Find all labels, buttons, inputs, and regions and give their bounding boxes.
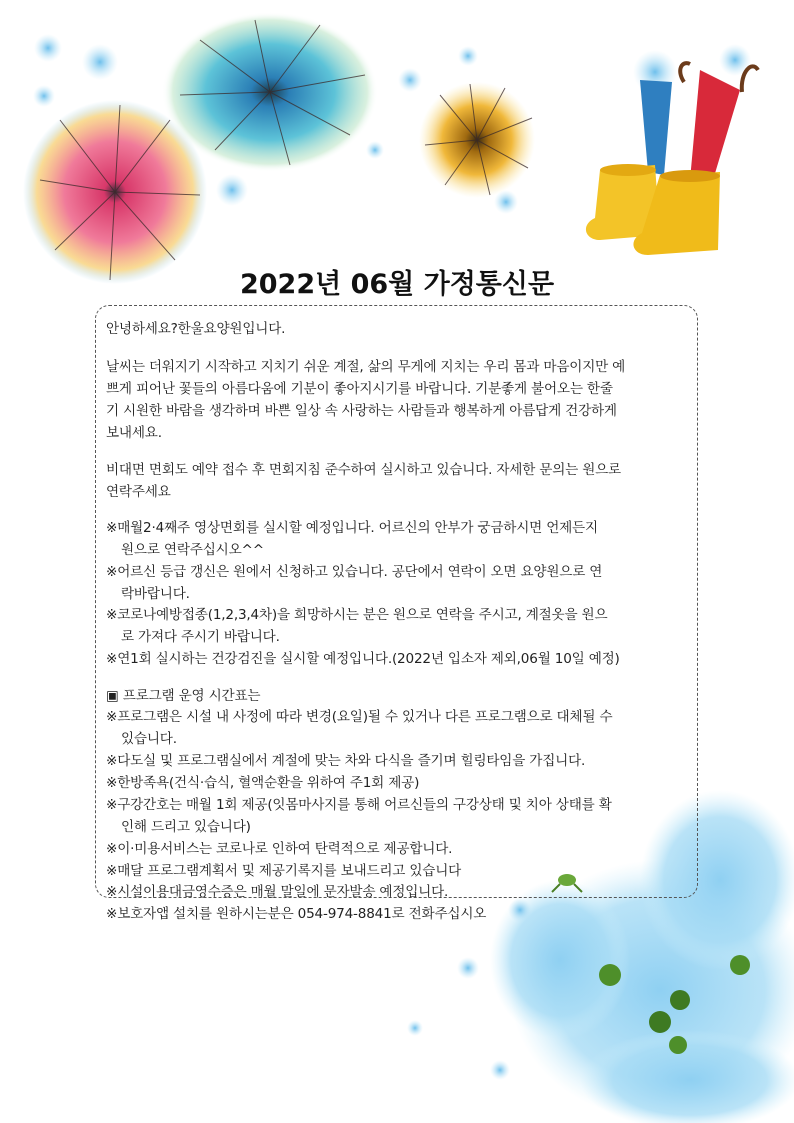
notice-item: ※매월2·4째주 영상면회를 실시할 예정입니다. 어르신의 안부가 궁금하시면 언제든지	[106, 520, 598, 536]
paragraph-line: 쁘게 피어난 꽃들의 아름다움에 기분이 좋아지시기를 바랍니다. 기분좋게 불어오는 한줄	[106, 381, 613, 397]
paragraph-line: 연락주세요	[106, 484, 171, 500]
program-item: ※이·미용서비스는 코로나로 인하여 탄력적으로 제공합니다.	[106, 841, 453, 857]
notice-item: ※연1회 실시하는 건강검진을 실시할 예정입니다.(2022년 입소자 제외,06월 10일 예정)	[106, 651, 620, 667]
program-item: ※한방족욕(건식·습식, 혈액순환을 위하여 주1회 제공)	[106, 775, 420, 791]
paragraph-line: 보내세요.	[106, 425, 162, 441]
program-item-cont: 인해 드리고 있습니다)	[121, 819, 251, 835]
program-item: ※시설이용대금영수증은 매월 말일에 문자발송 예정입니다.	[106, 884, 449, 900]
program-item: ※다도실 및 프로그램실에서 계절에 맞는 차와 다식을 즐기며 힐링타임을 가집니다.	[106, 753, 586, 769]
notice-item: ※코로나예방접종(1,2,3,4차)을 희망하시는 분은 원으로 연락을 주시고, 계절옷을 원으	[106, 607, 608, 623]
program-item: ※보호자앱 설치를 원하시는분은 054-974-8841로 전화주십시오	[106, 906, 487, 922]
program-item-cont: 있습니다.	[121, 731, 177, 747]
program-item: ※구강간호는 매월 1회 제공(잇몸마사지를 통해 어르신들의 구강상태 및 치아 상태를 확	[106, 797, 612, 813]
umbrella-boots-illustration	[586, 63, 758, 255]
program-item: ※프로그램은 시설 내 사정에 따라 변경(요일)될 수 있거나 다른 프로그램으로 대체될 수	[106, 709, 613, 725]
notice-item-cont: 로 가져다 주시기 바랍니다.	[121, 629, 280, 645]
notice-item-cont: 락바랍니다.	[121, 586, 190, 602]
paragraph-line: 기 시원한 바람을 생각하며 바쁜 일상 속 사랑하는 사람들과 행복하게 아름답게 건강하게	[106, 403, 617, 419]
notice-item-cont: 원으로 연락주십시오^^	[121, 542, 264, 558]
page-title: 2022년 06월 가정통신문	[239, 269, 555, 300]
paragraph-line: 날씨는 더워지기 시작하고 지치기 쉬운 계절, 삶의 무게에 지치는 우리 몸과 마음이지만 예	[106, 359, 626, 375]
program-item: ※매달 프로그램계획서 및 제공기록지를 보내드리고 있습니다	[106, 863, 462, 879]
program-heading: ▣ 프로그램 운영 시간표는	[106, 688, 261, 704]
notice-item: ※어르신 등급 갱신은 원에서 신청하고 있습니다. 공단에서 연락이 오면 요양원으로 연	[106, 564, 603, 580]
greeting-text: 안녕하세요?한울요양원입니다.	[106, 321, 286, 337]
paragraph-line: 비대면 면회도 예약 접수 후 면회지침 준수하여 실시하고 있습니다. 자세한 문의는 원으로	[106, 462, 621, 478]
